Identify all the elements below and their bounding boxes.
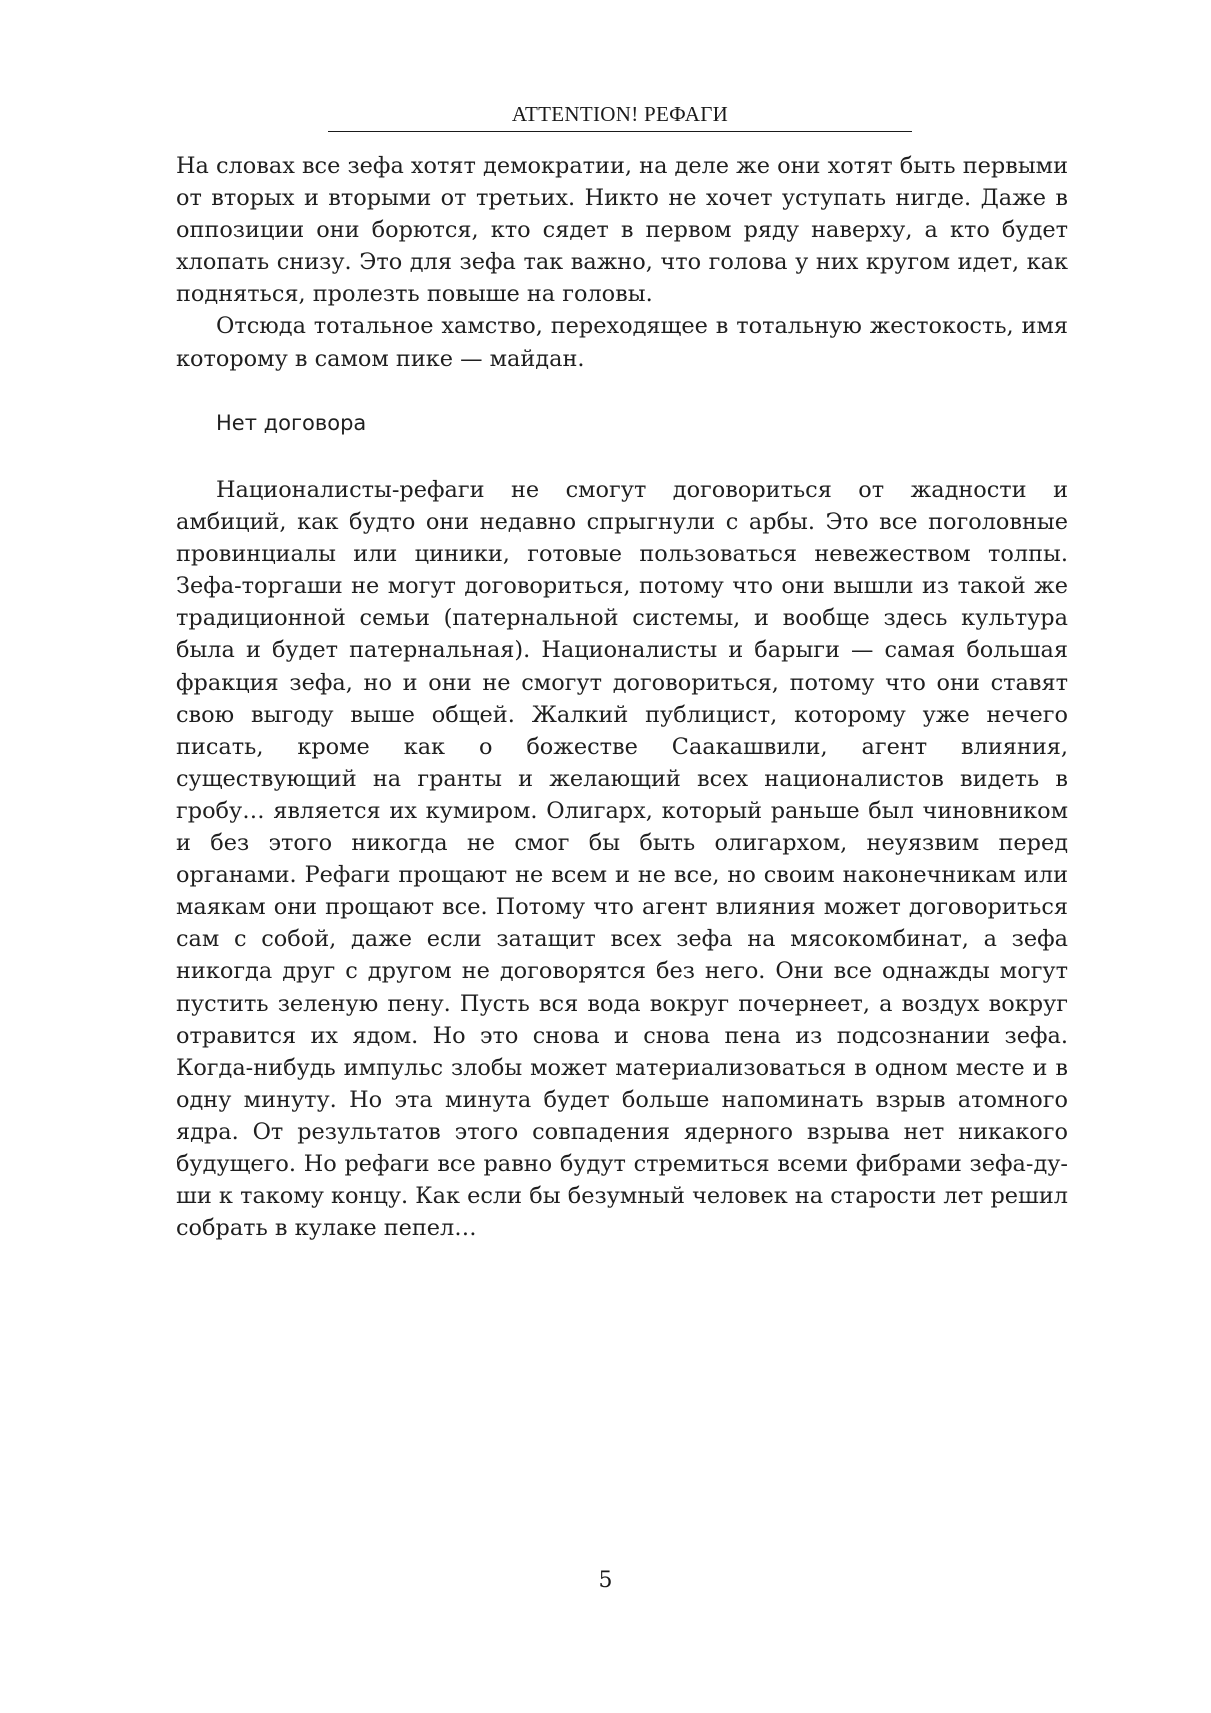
paragraph-maidan: Отсюда тотальное хамство, переходящее в тотальную жестокость, имя которому в самом пике — майдан.: [176, 313, 1068, 372]
section-heading: Нет договора: [216, 411, 367, 435]
main-text-block: [176, 474, 1068, 1244]
running-head: ATTENTION! РЕФАГИ: [511, 102, 729, 126]
paragraph-democracy: На словах все зефа хотят демократии, на деле же они хотят быть первыми от вторых и вторыми от третьих. Никто не хочет уступать нигде. Даже в оппозиции они борются, кто сядет в первом ряду наверху, а кто будет хлопать снизу. Это для зефа так важно, что голова у них кругом идет, как подняться, пролезть повыше на головы.: [176, 153, 1068, 308]
top-text-block: [176, 150, 1068, 375]
paragraph-no-agreement: Националисты-рефаги не смогут договориться от жадности и амбиций, как будто они недавно спрыгнули с арбы. Это все поголовные провинциалы или циники, готовые пользоваться невежеством толпы. Зефа-торгаши не могут договориться, потому что они вышли из такой же традиционной семьи (патернальной системы, и вообще здесь культура была и будет патернальная). Националисты и барыги — самая большая фракция зефа, но и они не смогут договориться, потому что они ставят свою выгоду выше общей. Жалкий публицист, которому уже нечего писать, кроме как о божестве Саакашвили, агент влияния, существующий на гранты и желающий всех националистов видеть в гробу… является их кумиром. Олигарх, который раньше был чиновником и без этого никогда не смог бы быть олигархом, неуязвим перед органами. Рефаги прощают не всем и не все, но своим наконечникам или маякам они прощают все. Потому что агент влияния может договориться сам с собой, даже если затащит всех зефа на мясокомбинат, а зефа никогда друг с другом не договорятся без него. Они все однажды могут пустить зеленую пену. Пусть вся вода вокруг почернеет, а воздух вокруг отравится их ядом. Но это снова и снова пена из подсознании зефа. Когда-нибудь импульс злобы может материализоваться в одном месте и в одну минуту. Но эта минута будет больше напоминать взрыв атомного ядра. От результатов этого совпадения ядерного взрыва нет никакого будущего. Но рефаги все равно будут стремиться всеми фибрами зефа-души к такому концу. Как если бы безумный человек на старости лет решил собрать в кулаке пепел…: [176, 477, 1068, 1242]
page-number: 5: [598, 1568, 613, 1593]
running-head-rule: [328, 131, 912, 132]
